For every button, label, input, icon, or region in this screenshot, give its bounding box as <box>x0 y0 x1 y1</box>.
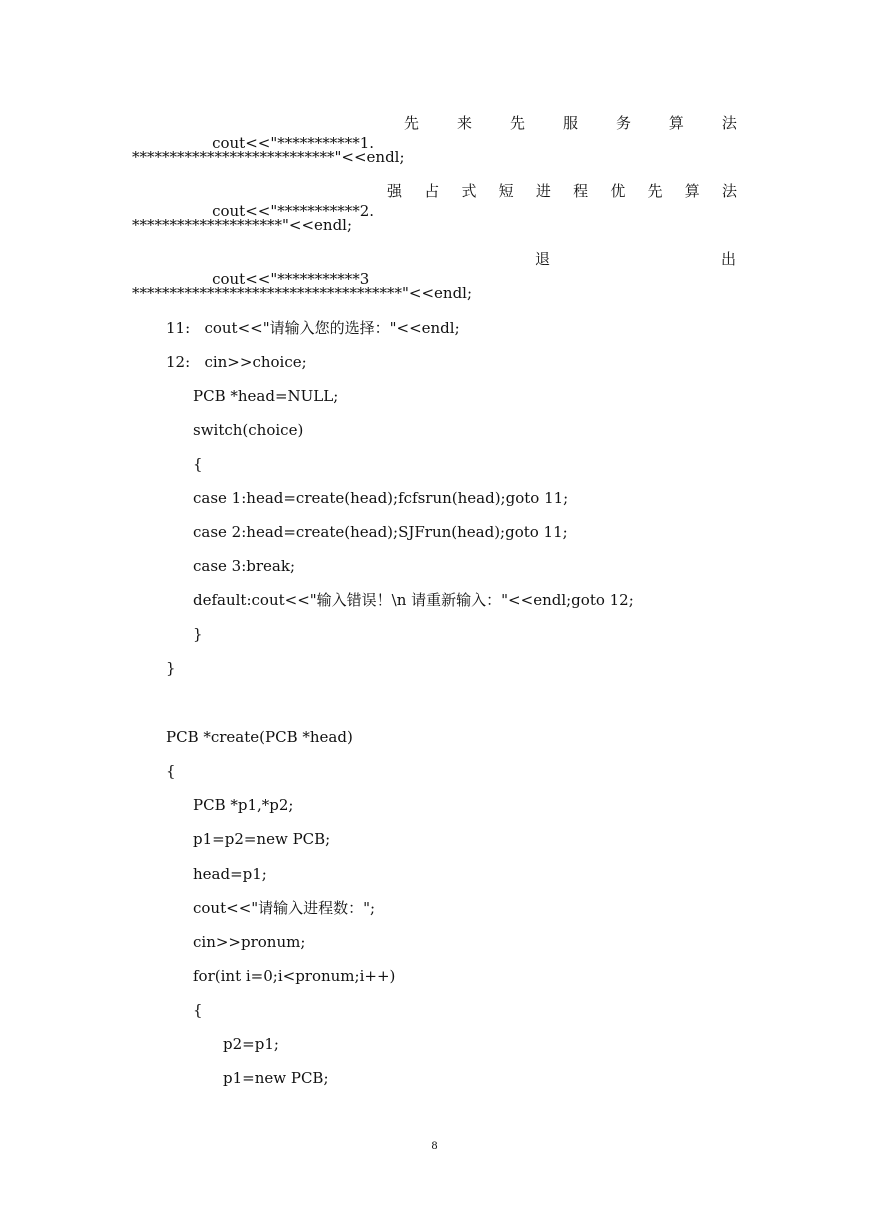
code-line: switch(choice) <box>193 421 304 439</box>
menu-word: 退 <box>535 250 551 268</box>
menu-word: 法 <box>721 182 737 200</box>
menu-item-2-words <box>387 181 737 201</box>
menu-word: 先 <box>404 114 420 132</box>
code-line-label-12: 12: cin>>choice; <box>166 353 307 371</box>
code-line: for(int i=0;i<pronum;i++) <box>193 967 396 985</box>
menu-item-2-prefix: cout<<"***********2. <box>212 202 375 220</box>
code-line: case 3:break; <box>193 557 296 575</box>
menu-word: 进 <box>535 182 551 200</box>
menu-word: 服 <box>562 114 578 132</box>
code-line: head=p1; <box>193 865 267 883</box>
menu-item-2-tail: ********************"<<endl; <box>132 216 353 234</box>
menu-word: 程 <box>573 182 589 200</box>
menu-word: 法 <box>721 114 737 132</box>
menu-item-3-tail: ************************************"<<endl; <box>132 284 473 302</box>
code-line: PCB *p1,*p2; <box>193 796 294 814</box>
page-number: 8 <box>431 1138 438 1152</box>
menu-word: 短 <box>498 182 514 200</box>
menu-word: 优 <box>610 182 626 200</box>
menu-word: 务 <box>615 114 631 132</box>
menu-word: 来 <box>456 114 472 132</box>
code-line-label-11: 11: cout<<"请输入您的选择："<<endl; <box>166 319 460 337</box>
code-line: p1=p2=new PCB; <box>193 830 331 848</box>
menu-word: 算 <box>668 114 684 132</box>
code-line: { <box>193 1001 203 1019</box>
menu-item-3-prefix: cout<<"***********3 <box>212 270 370 288</box>
code-line: cout<<"请输入进程数："; <box>193 899 376 917</box>
menu-word: 先 <box>509 114 525 132</box>
menu-item-1-prefix: cout<<"***********1. <box>212 134 375 152</box>
code-line: } <box>166 659 176 677</box>
code-line: { <box>193 455 203 473</box>
code-line: p1=new PCB; <box>223 1069 329 1087</box>
code-line: p2=p1; <box>223 1035 279 1053</box>
code-line: default:cout<<"输入错误！\n 请重新输入："<<endl;goto 12; <box>193 591 634 609</box>
code-line: case 1:head=create(head);fcfsrun(head);goto 11; <box>193 489 569 507</box>
code-line: PCB *create(PCB *head) <box>166 728 353 746</box>
code-line: cin>>pronum; <box>193 933 306 951</box>
menu-word: 出 <box>721 250 737 268</box>
code-line: } <box>193 625 203 643</box>
menu-word: 强 <box>387 182 403 200</box>
menu-word: 算 <box>684 182 700 200</box>
menu-word: 式 <box>461 182 477 200</box>
code-line: PCB *head=NULL; <box>193 387 339 405</box>
menu-word: 先 <box>647 182 663 200</box>
menu-word: 占 <box>424 182 440 200</box>
code-line: { <box>166 762 176 780</box>
code-line: case 2:head=create(head);SJFrun(head);goto 11; <box>193 523 568 541</box>
menu-item-1-tail: ***************************"<<endl; <box>132 148 405 166</box>
menu-item-1-words <box>404 113 737 133</box>
